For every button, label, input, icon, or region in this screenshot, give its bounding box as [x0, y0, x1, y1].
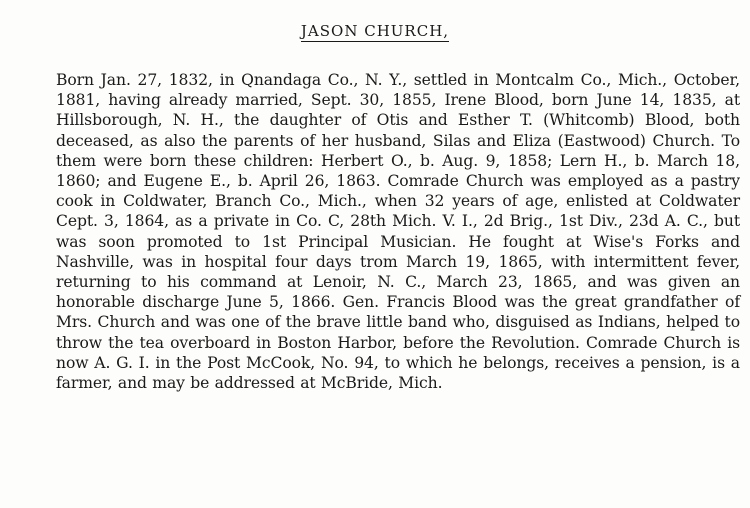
page-title-text: JASON CHURCH,: [300, 22, 450, 40]
biography-paragraph: Born Jan. 27, 1832, in Qnandaga Co., N. Y., settled in Montcalm Co., Mich., October, 1881, having already married, Sept. 30, 1855, Irene Blood, born June 14, 1835, at Hillsborough, N. H., the daughter of Otis and Esther T. (Whitcomb) Blood, both deceased, as also the parents of her husband, Silas and Eliza (Eastwood) Church. To them were born these children: Herbert O., b. Aug. 9, 1858; Lern H., b. March 18, 1860; and Eugene E., b. April 26, 1863. Comrade Church was employed as a pastry cook in Coldwater, Branch Co., Mich., when 32 years of age, enlisted at Coldwater Cept. 3, 1864, as a private in Co. C, 28th Mich. V. I., 2d Brig., 1st Div., 23d A. C., but was soon promoted to 1st Principal Musician. He fought at Wise's Forks and Nashville, was in hospital four days trom March 19, 1865, with intermittent fever, returning to his command at Lenoir, N. C., March 23, 1865, and was given an honorable discharge June 5, 1866. Gen. Francis Blood was the great grandfather of Mrs. Church and was one of the brave little band who, disguised as Indians, helped to throw the tea overboard in Boston Harbor, before the Revolution. Comrade Church is now A. G. I. in the Post McCook, No. 94, to which he belongs, receives a pension, is a farmer, and may be addressed at McBride, Mich.: [56, 71, 740, 393]
page-title: [0, 22, 750, 40]
